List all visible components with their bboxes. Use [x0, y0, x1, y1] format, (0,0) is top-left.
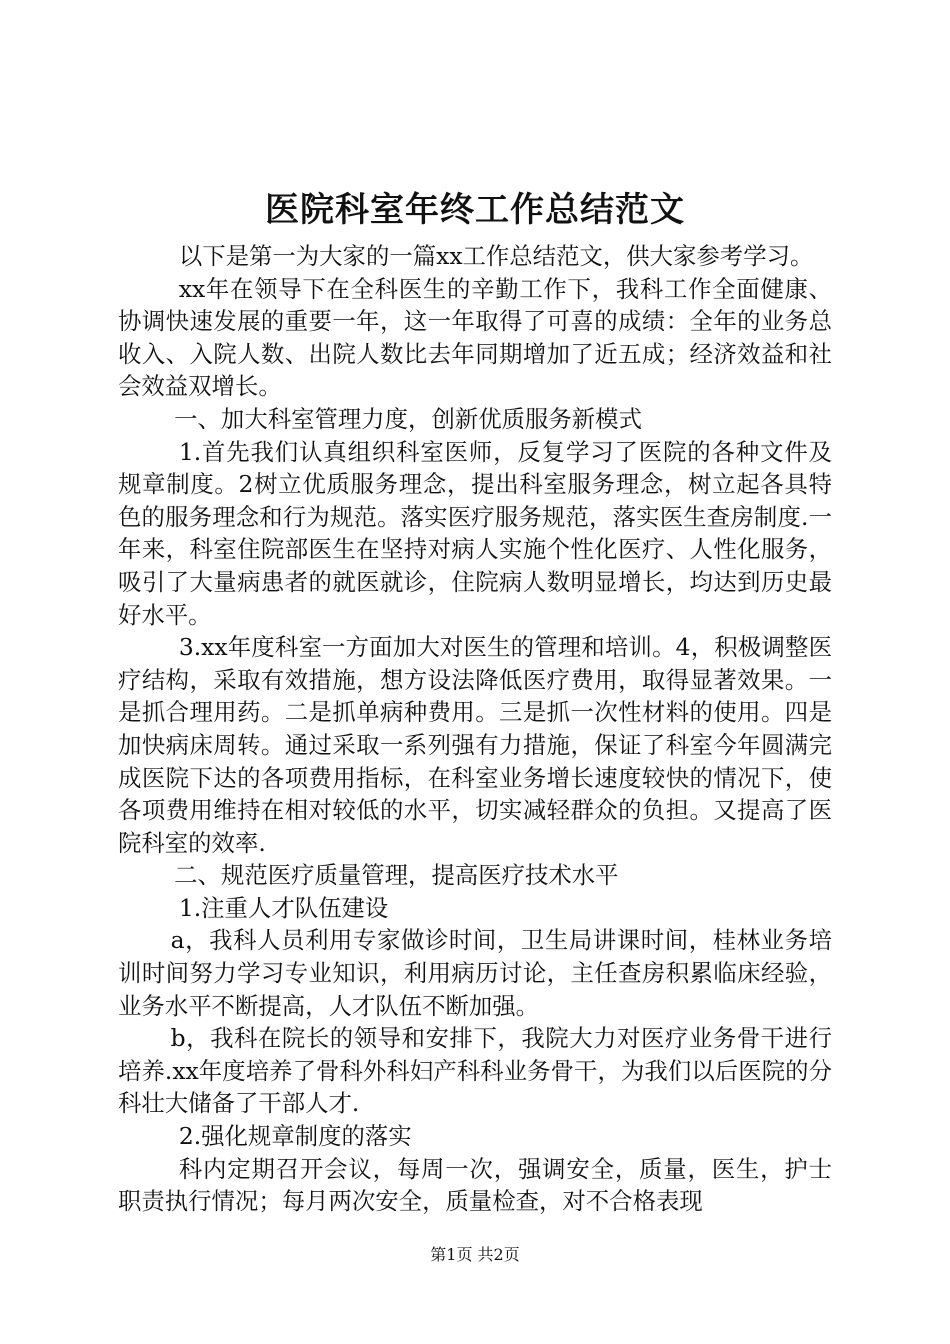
page-footer: 第1页 共2页 [430, 1245, 520, 1264]
document-title: 医院科室年终工作总结范文 [265, 190, 685, 230]
paragraph-item-b: b，我科在院长的领导和安排下，我院大力对医疗业务骨干进行培养.xx年度培养了骨科外科妇产科科业务骨干，为我们以后医院的分科壮大储备了干部人才. [118, 1024, 832, 1118]
subheading-talent: 1.注重人才队伍建设 [178, 893, 389, 922]
document-body [118, 240, 832, 1218]
paragraph-item-3: 3.xx年度科室一方面加大对医生的管理和培训。4，积极调整医疗结构，采取有效措施，想方设法降低医疗费用，取得显著效果。一是抓合理用药。二是抓单病种费用。三是抓一次性材料的使用。四是加快病床周转。通过采取一系列强有力措施，保证了科室今年圆满完成医院下达的各项费用指标，在科室业务增长速度较快的情况下，使各项费用维持在相对较低的水平，切实减轻群众的负担。又提高了医院科室的效率. [118, 633, 832, 857]
section-heading-2: 二、规范医疗质量管理，提高医疗技术水平 [174, 861, 619, 890]
paragraph-summary: xx年在领导下在全科医生的辛勤工作下，我科工作全面健康、协调快速发展的重要一年，这一年取得了可喜的成绩：全年的业务总收入、入院人数、出院人数比去年同期增加了近五成；经济效益和社会效益双增长。 [118, 274, 832, 401]
paragraph-item-1: 1.首先我们认真组织科室医师，反复学习了医院的各种文件及规章制度。2树立优质服务理念，提出科室服务理念，树立起各具特色的服务理念和行为规范。落实医疗服务规范，落实医生查房制度.一年来，科室住院部医生在坚持对病人实施个性化医疗、人性化服务，吸引了大量病患者的就医就诊，住院病人数明显增长，均达到历史最好水平。 [118, 437, 832, 629]
section-heading-1: 一、加大科室管理力度，创新优质服务新模式 [174, 404, 642, 433]
subheading-rules: 2.强化规章制度的落实 [178, 1122, 412, 1151]
paragraph-intro: 以下是第一为大家的一篇xx工作总结范文，供大家参考学习。 [178, 242, 814, 270]
paragraph-item-a: a，我科人员利用专家做诊时间，卫生局讲课时间，桂林业务培训时间努力学习专业知识，利用病历讨论，主任查房积累临床经验，业务水平不断提高，人才队伍不断加强。 [118, 926, 832, 1020]
paragraph-meetings: 科内定期召开会议，每周一次，强调安全，质量，医生，护士职责执行情况；每月两次安全，质量检查，对不合格表现 [118, 1154, 832, 1216]
